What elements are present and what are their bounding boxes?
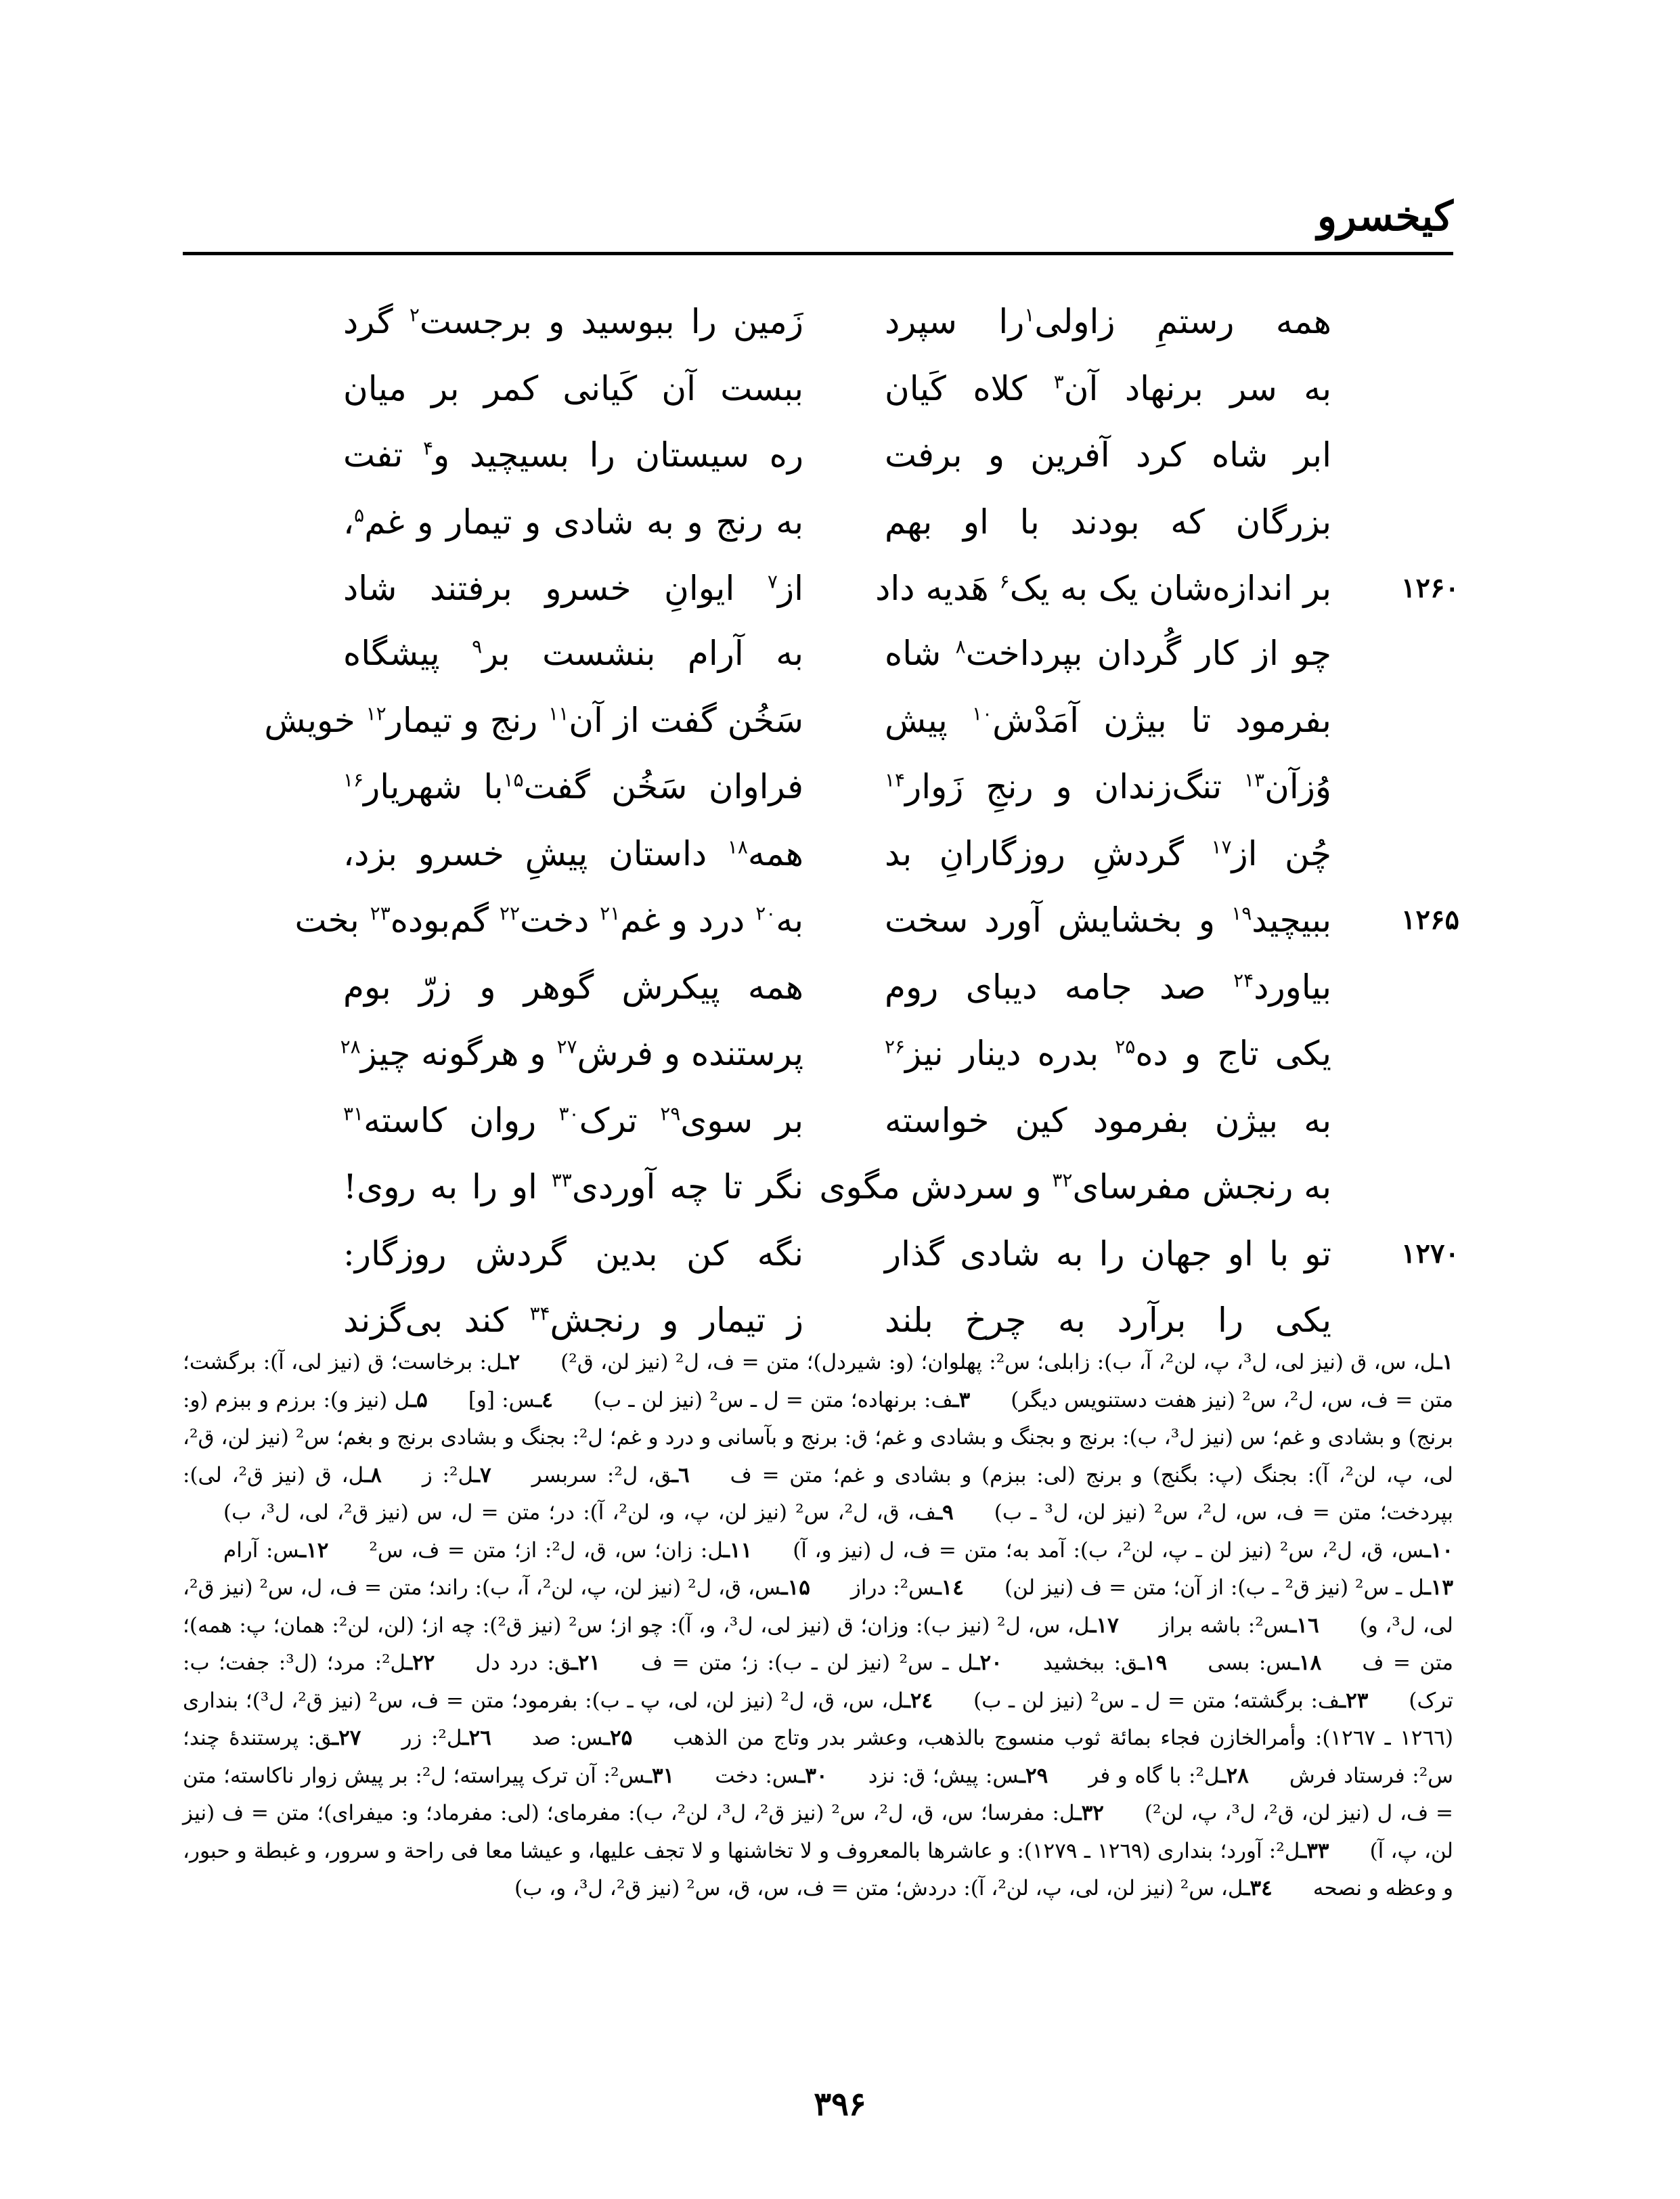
footnote-number: ١٤ـ (935, 1575, 964, 1600)
hemistich-second: به رنج و به شادی و تیمار و غم$^۵$، (343, 502, 803, 542)
footnote-ref: ۲۸ (340, 1035, 361, 1058)
footnote-text: ل: زان؛ س، ق، ل²: از؛ متن = ف، س² (369, 1538, 724, 1563)
hemistich-first: به بیژن بفرمود کین خواسته (885, 1100, 1331, 1140)
footnote-text: ق: درد دل (475, 1651, 572, 1675)
footnote (468, 1388, 553, 1412)
footnote-ref: ۳۳ (551, 1169, 572, 1192)
hemistich-first: همه رستمِ زاولی$^۱$را سپرد (885, 302, 1331, 341)
footnote-number: ۱۳ـ (1424, 1575, 1454, 1600)
footnote-text: س²: دراز (850, 1575, 935, 1600)
footnote-ref: ۲۲ (499, 902, 520, 925)
footnote-number: ٤ـ (535, 1387, 553, 1412)
footnote-text: ل، س² (نیز لن، لی، پ، لن²، آ): دردش؛ متن = ف، س، ق، س² (نیز ق²، ل³، و، ب) (514, 1876, 1244, 1900)
footnote-number: ۷ـ (473, 1462, 491, 1487)
verse-number: ۱۲۶۵ (1401, 904, 1459, 936)
verse-row (0, 830, 1680, 896)
footnote-text: ل²: زر (401, 1726, 463, 1750)
footnote-ref: ۱۱ (548, 701, 569, 724)
hemistich-first: بفرمود تا بیژن آمَدْش$^{۱۰}$ پیش (885, 700, 1331, 740)
footnote-number: ۳ـ (952, 1387, 971, 1412)
footnote-text: س: پیش؛ ق: نزد (868, 1763, 1019, 1788)
footnote (560, 1350, 1453, 1374)
footnote (532, 1726, 633, 1750)
footnote-number: ۲۷ـ (332, 1726, 361, 1750)
footnote-ref: ۲۹ (660, 1102, 681, 1125)
hemistich-first: بیاورد$^{۲۴}$ صد جامه دیبای روم (885, 967, 1331, 1007)
footnote (641, 1651, 1002, 1675)
footnote-text: ف، ق، ل²، س² (نیز لن، پ، و، لن²، آ): در؛ متن = ل، س (نیز ق²، لی، ل³، ب) (223, 1500, 936, 1525)
hemistich-first: به سر برنهاد آن$^۳$ کلاه کَیان (885, 368, 1332, 408)
hemistich-first: چُن از$^{۱۷}$ گردشِ روزگارانِ بد (885, 833, 1331, 873)
footnote-text: ل، س، ق، ل² (نیز لن، لی، پ ـ ب): بفرمود؛ متن = ف، س² (نیز ق²، ل³)؛ بنداری (۱۲٦٦ ـ ۱۲٦۷): وأمرالخازن فجاء بمائة ثوب منسوج بالذهب، وعشر بدر وتاج من الذهب (183, 1688, 1453, 1750)
footnote-text: س، ق، ل² (نیز لن، پ، لن²، آ، ب): راند؛ متن = ف، ل، س² (نیز ق²، لی، ل³، و) (183, 1575, 1453, 1638)
footnote-number: ۲۵ـ (603, 1726, 633, 1750)
footnote-text: ل: برخاست؛ ق (نیز لی، آ): برگشت؛ متن = ف، س، ل²، س² (نیز هفت دستنویس دیگر) (183, 1350, 1453, 1412)
footnote-ref: ۶ (999, 570, 1010, 593)
footnote-text: ل: مفرسا؛ س، ق، ل²، س² (نیز ق²، ل³، لن²، ب): مفرمای؛ (لی: مفرماد؛ و: میفرای)؛ متن = ف (نیز لن، پ، آ) (183, 1801, 1453, 1863)
footnote-number: ۱۲ـ (299, 1538, 329, 1563)
footnote (223, 1500, 954, 1525)
footnote-ref: ۳۰ (558, 1102, 579, 1125)
verse-row (0, 431, 1680, 498)
footnote-number: ۱۵ـ (781, 1575, 810, 1600)
hemistich-second: ره سیستان را بسیچید و$^۴$ تفت (343, 435, 803, 475)
footnote (1159, 1613, 1319, 1638)
footnote-text: ق: ببخشید (1042, 1651, 1139, 1675)
verse-row (0, 697, 1680, 763)
footnote-number: ۲ـ (502, 1350, 521, 1374)
footnote (1088, 1764, 1249, 1788)
footnote-number: ۲۱ـ (571, 1651, 601, 1675)
footnote-ref: ۳۲ (1052, 1169, 1073, 1192)
hemistich-first: یکی تاج و ده$^{۲۵}$ بدره دینار نیز$^{۲۶}$ (885, 1034, 1331, 1073)
footnote-ref: ۲ (409, 303, 420, 326)
hemistich-second: ز تیمار و رنجش$^{۳۴}$ کند بی‌گزند (343, 1301, 803, 1340)
footnote (1004, 1575, 1453, 1600)
hemistich-first: وُزآن$^{۱۳}$ تنگ‌زندان و رنجِ زَوار$^{۱۴}$ (885, 767, 1331, 806)
footnote-text: ل ـ س² (نیز لن ـ ب): ز؛ متن = ف (641, 1651, 974, 1675)
hemistich-second: همه پیکرش گوهر و زرّ بوم (343, 967, 803, 1007)
hemistich-first: تو با او جهان را به شادی گذار (885, 1234, 1331, 1273)
hemistich-second: همه$^{۱۸}$ داستان پیشِ خسرو بزد، (343, 833, 803, 873)
verse-row (0, 1030, 1680, 1096)
hemistich-second: پرستنده و فرش$^{۲۷}$ و هرگونه چیز$^{۲۸}$ (340, 1034, 803, 1073)
footnote (514, 1876, 1273, 1900)
hemistich-first: چو از کار گُردان بپرداخت$^۸$ شاه (885, 634, 1331, 673)
hemistich-first: بزرگان که بودند با او بهم (885, 502, 1331, 542)
footnote-number: ۱۰ـ (1424, 1538, 1454, 1563)
footnote-ref: ۲۳ (370, 902, 391, 925)
footnote-number: ۲۸ـ (1220, 1763, 1249, 1788)
footnote-number: ۲٦ـ (462, 1726, 491, 1750)
footnote-text: س: صد (531, 1726, 604, 1750)
footnote-ref: ۱۶ (343, 768, 364, 791)
footnote-ref: ۱ (1024, 303, 1035, 326)
footnote (868, 1764, 1048, 1788)
footnote-ref: ۱۴ (885, 768, 906, 791)
footnote-text: ل (نیز و): برزم و ببزم (و: برنج) و بشادی و غم؛ س (نیز ل³، ب): برنج و بجنگ و بشادی و غم؛ ق: برنج و بآسانی و درد و غم؛ ل²: بجنگ و بشادی برنج و بغم؛ س² (نیز لن، ق²، لی، پ، لن²، آ): بجنگ (پ: بگنج) و برنج (لی: ببزم) و بشادی و غم؛ متن = ف (183, 1387, 1453, 1487)
footnote (793, 1538, 1453, 1563)
hemistich-first: بر اندازه‌شان یک به یک$^۶$ هَدیه داد (875, 569, 1331, 608)
footnote-number: ۳۱ـ (645, 1763, 675, 1788)
footnote-ref: ۱۰ (972, 701, 993, 724)
footnote-text: ل ـ س² (نیز ق² ـ ب): از آن؛ متن = ف (نیز لن) (1004, 1575, 1425, 1600)
footnote-number: ۲۳ـ (1340, 1688, 1369, 1713)
footnote-text: ق، ل²: سربسر (531, 1462, 672, 1487)
hemistich-second: به آرام بنشست بر$^۹$ پیشگاه (343, 634, 803, 673)
hemistich-second: ببست آن کَیانی کمر بر میان (343, 368, 803, 408)
hemistich-second: به$^{۲۰}$ درد و غم$^{۲۱}$ دخت$^{۲۲}$ گم‌بوده$^{۲۳}$ بخت (294, 900, 803, 940)
hemistich-second: نگه کن بدین گردش روزگار: (343, 1234, 803, 1273)
footnote-text: س، ق، ل²، س² (نیز لن ـ پ، لن²، ب): آمد به؛ متن = ف، ل (نیز و، آ) (793, 1538, 1425, 1563)
footnotes-apparatus (183, 1344, 1453, 1908)
hemistich-first: ابر شاه کرد آفرین و برفت (885, 435, 1331, 475)
footnote (401, 1726, 491, 1750)
footnote-ref: ۲۵ (1115, 1035, 1136, 1058)
footnote-ref: ۸ (955, 635, 966, 658)
hemistich-second: زَمین را ببوسید و برجست$^۲$ گرد (343, 302, 803, 341)
footnote-ref: ۱۳ (1244, 768, 1265, 791)
footnote-text: ل²: مرد؛ (ل³: جفت؛ ب: ترک) (183, 1651, 1453, 1713)
footnote-ref: ۹ (472, 635, 483, 658)
verse-row (0, 565, 1680, 631)
footnote (369, 1538, 752, 1563)
footnote (851, 1575, 964, 1600)
verse-row (0, 1230, 1680, 1297)
footnote (422, 1463, 491, 1487)
footnote-ref: ۱۷ (1211, 835, 1232, 858)
footnote-number: ۱۹ـ (1138, 1651, 1168, 1675)
header-rule (183, 252, 1453, 255)
footnote (223, 1538, 328, 1563)
hemistich-second: از$^۷$ ایوانِ خسرو برفتند شاد (343, 569, 803, 608)
verse-row (0, 963, 1680, 1030)
footnote-text: س: [و] (468, 1387, 536, 1412)
footnote-ref: ۲۱ (600, 902, 621, 925)
footnote-ref: ۲۴ (1233, 968, 1254, 991)
hemistich-second: بر سوی$^{۲۹}$ ترک$^{۳۰}$ روان کاسته$^{۳۱}$ (343, 1100, 803, 1140)
footnote-text: ل²: ز (422, 1462, 474, 1487)
footnote-text: ل²: آورد؛ بنداری (۱۲٦۹ ـ ۱۲۷۹): و عاشرها بالمعروف و لا تخاشنها و لا تجف علیها، و عیشا معا فی راحة و سرور، و غبطة و حبور، و وعظه و نصحه (183, 1838, 1453, 1900)
footnote (475, 1651, 600, 1675)
footnote-ref: ۳ (1053, 370, 1064, 393)
verse-row (0, 630, 1680, 696)
footnote-number: ٦ـ (671, 1462, 690, 1487)
footnote-text: س²: آن ترک پیراسته؛ ل²: بر پیش زوار ناکاسته؛ متن = ف، ل (نیز لن، ق²، ل³، پ، لن²) (183, 1763, 1453, 1825)
footnote-ref: ۴ (422, 437, 434, 460)
footnote-ref: ۵ (354, 503, 365, 526)
footnote-ref: ۲۰ (755, 902, 776, 925)
hemistich-first: به رنجش مفرسای$^{۳۲}$ و سردش مگوی (819, 1167, 1331, 1206)
hemistich-second: نگر تا چه آوردی$^{۳۳}$ او را به روی! (343, 1167, 803, 1206)
verse-row (0, 896, 1680, 963)
footnote-ref: ۲۶ (885, 1035, 906, 1058)
footnote (973, 1689, 1368, 1713)
footnote-text: س: دخت (715, 1763, 799, 1788)
footnote-number: ۱۷ـ (1090, 1613, 1119, 1638)
verse-row (0, 365, 1680, 431)
footnote-number: ۵ـ (410, 1387, 428, 1412)
footnote-text: ل، س، ق (نیز لی، ل³، پ، لن²، آ، ب): زابلی؛ س²: پهلوان؛ (و: شیردل)؛ متن = ف، ل² (نیز لن، ق²) (560, 1350, 1436, 1374)
footnote-text: س²: باشه براز (1159, 1613, 1291, 1638)
footnote (532, 1463, 690, 1487)
hemistich-second: فراوان سَخُن گفت$^{۱۵}$با شهریار$^{۱۶}$ (343, 767, 803, 806)
verse-row (0, 498, 1680, 565)
footnote-number: ۲٤ـ (904, 1688, 933, 1713)
verse-row (0, 1163, 1680, 1229)
footnote-ref: ۱۵ (503, 768, 524, 791)
footnote-number: ۹ـ (935, 1500, 954, 1525)
footnote (1208, 1651, 1321, 1675)
footnote-number: ۱۸ـ (1292, 1651, 1322, 1675)
footnote-number: ۸ـ (364, 1462, 382, 1487)
page-number: ۳۹۶ (814, 2085, 866, 2123)
footnote-text: ل، ق (نیز ق²، لی): بپردخت؛ متن = ف، س، ل²، س² (نیز لن، ل³ ـ ب) (183, 1462, 1453, 1525)
footnote-number: ۲۲ـ (406, 1651, 435, 1675)
verse-row (0, 763, 1680, 829)
footnote-ref: ۳۱ (343, 1102, 364, 1125)
footnote (1043, 1651, 1167, 1675)
footnote-text: ق: پرستندهٔ چند؛ س²: فرستاد فرش (183, 1726, 1453, 1788)
verse-number: ۱۲۷۰ (1401, 1237, 1459, 1269)
footnote-text: ف: برگشته؛ متن = ل ـ س² (نیز لن ـ ب) (973, 1688, 1340, 1713)
hemistich-second: سَخُن گفت از آن$^{۱۱}$ رنج و تیمار$^{۱۲}$ خویش (264, 700, 803, 740)
hemistich-first: یکی را برآرد به چرخ بلند (885, 1301, 1331, 1340)
verse-number: ۱۲۶۰ (1401, 572, 1459, 604)
footnote-ref: ۱۹ (1231, 902, 1252, 925)
verse-row (0, 298, 1680, 364)
footnote-text: ل، س، ل² (نیز ب): وزان؛ ق (نیز لی، ل³، و، آ): چو از؛ س² (نیز ق²): چه از؛ (لن، لن²: همان؛ پ: همه)؛ متن = ف (183, 1613, 1453, 1675)
footnote-ref: ۱۲ (366, 701, 386, 724)
verse-row (0, 1097, 1680, 1163)
hemistich-first: ببیچید$^{۱۹}$ و بخشایش آورد سخت (885, 900, 1331, 940)
footnote-number: ۲۹ـ (1019, 1763, 1048, 1788)
footnote-number: ۳٤ـ (1243, 1876, 1273, 1900)
footnote-text: ل²: با گاه و فر (1088, 1763, 1220, 1788)
running-title: کیخسرو (1317, 193, 1453, 240)
footnote-number: ۳۰ـ (799, 1763, 828, 1788)
footnote-ref: ۷ (767, 570, 778, 593)
footnote-number: ۳۲ـ (1075, 1801, 1104, 1825)
footnote-ref: ۲۷ (556, 1035, 577, 1058)
footnote-number: ۲۰ـ (973, 1651, 1002, 1675)
footnote-number: ۱ـ (1436, 1350, 1453, 1374)
footnote (715, 1764, 827, 1788)
footnote-text: س: بسی (1208, 1651, 1293, 1675)
footnote (594, 1388, 970, 1412)
footnote-number: ۱٦ـ (1290, 1613, 1319, 1638)
footnote-number: ۳۳ـ (1300, 1838, 1329, 1863)
footnote-ref: ۳۴ (529, 1302, 550, 1325)
footnote-number: ۱۱ـ (723, 1538, 753, 1563)
footnote-text: ف: برنهاده؛ متن = ل ـ س² (نیز لن ـ ب) (593, 1387, 953, 1412)
footnote-text: س: آرام (223, 1538, 300, 1563)
footnote-ref: ۱۸ (727, 835, 748, 858)
